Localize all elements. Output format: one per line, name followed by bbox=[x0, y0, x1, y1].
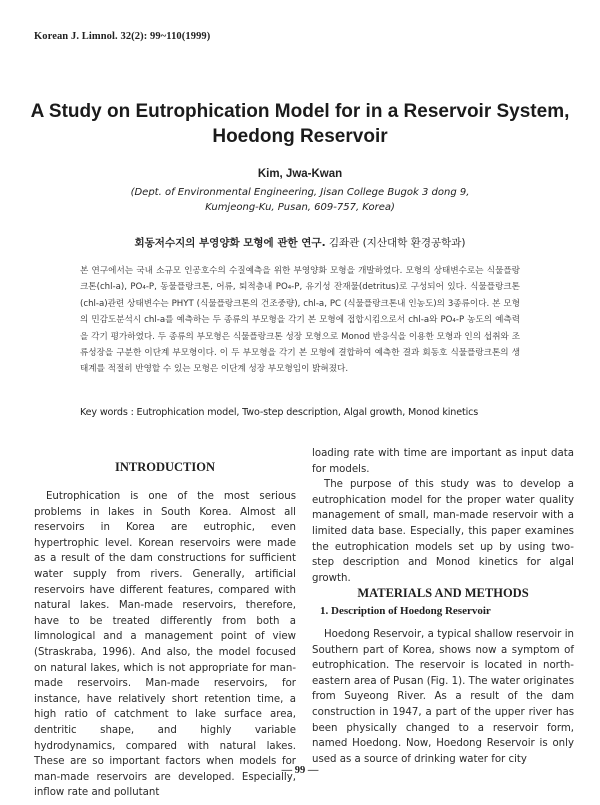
paper-title-line-1: A Study on Eutrophication Model for in a Reservoir System, bbox=[30, 101, 570, 122]
methods-column bbox=[312, 627, 574, 767]
introduction-paragraph-2: The purpose of this study was to develop a eutrophication model for the proper water quality management of small, man-made reservoir with a limited data base. Especially, this paper examines the eutrophication models set up by using two-step description and Monod kinetics for algal growth. bbox=[312, 479, 574, 584]
introduction-paragraph-1-continued: loading rate with time are important as input data for models. bbox=[312, 448, 574, 475]
right-column bbox=[312, 446, 574, 586]
introduction-paragraph-1: Eutrophication is one of the most serious problems in lakes in South Korea. Almost all reservoirs in Korea are eutrophic, even hypertrophic level. Korean reservoirs were made as a result of the dam constructions for sufficient water supply from rivers. Generally, artificial reservoirs have different features, compared with natural lakes. Man-made reservoirs, therefore, have to be treated differently from both a limnological and a management point of view (Straskraba, 1996). And also, the model focused on natural lakes, which is not appropriate for man-made reservoirs. Man-made reservoirs, for instance, have relatively short retention time, a high ratio of catchment to lake surface area, dentritic shape, and highly variable hydrodynamics, compared with natural lakes. These are so important factors when models for man-made reservoirs are developed. Especially, inflow rate and pollutant bbox=[34, 491, 296, 799]
methods-paragraph: Hoedong Reservoir, a typical shallow reservoir in Southern part of Korea, shows now a symptom of eutrophication. The reservoir is located in north-eastern area of Pusan (Fig. 1). The water originates from Suyeong River. As a result of the dam construction in 1947, a part of the upper river has been physically changed to a reservoir form, named Hoedong. Now, Hoedong Reservoir is only used as a source of drinking water for city bbox=[312, 629, 574, 765]
affiliation-line-1: (Dept. of Environmental Engineering, Jisan College Bugok 3 dong 9, bbox=[130, 187, 470, 198]
journal-header: Korean J. Limnol. 32(2): 99~110(1999) bbox=[34, 31, 211, 42]
page-number: — 99 — bbox=[281, 765, 319, 776]
methods-subheading: 1. Description of Hoedong Reservoir bbox=[320, 605, 491, 617]
affiliation-line-2: Kumjeong-Ku, Pusan, 609-757, Korea) bbox=[205, 202, 395, 213]
introduction-heading: INTRODUCTION bbox=[114, 460, 215, 474]
korean-title bbox=[0, 235, 600, 250]
author-name: Kim, Jwa-Kwan bbox=[257, 168, 343, 180]
left-column bbox=[34, 489, 296, 801]
paper-title-line-2: Hoedong Reservoir bbox=[212, 126, 388, 147]
korean-abstract: 본 연구에서는 국내 소규모 인공호수의 수질예측을 위한 부영양화 모형을 개발하였다. 모형의 상태변수로는 식물플랑크톤(chl-a), PO₄-P, 동물플랑크톤, 어류, 퇴적층내 PO₄-P, 유기성 잔재물(detritus)로 구성되어 있다. 식물플랑크톤(chl-a)관련 상태변수는 PHYT (식물플랑크톤의 건조중량), chl-a, PC (식물플랑크톤내 인농도)의 3종류이다. 본 모형의 민감도분석시 chl-a를 예측하는 두 종류의 부모형을 각기 본 모형에 접합시킴으로서 chl-a와 PO₄-P 농도의 예측력을 각기 평가하였다. 두 종류의 부모형은 식물플랑크톤 성장 모형으로 Monod 반응식을 이용한 모형과 인의 섭취와 조류성장을 구분한 이단계 부모형이다. 이 두 부모형을 각기 본 모형에 결합하여 예측한 결과 회동호 식물플랑크톤의 생태계를 적절히 반영할 수 있는 모형은 이단계 성장 부모형임이 밝혀졌다. bbox=[80, 266, 520, 375]
keywords: Key words : Eutrophication model, Two-step description, Algal growth, Monod kinetics bbox=[80, 407, 479, 418]
korean-title-author: 김좌관 (지산대학 환경공학과) bbox=[325, 237, 466, 249]
methods-heading: MATERIALS AND METHODS bbox=[357, 586, 529, 600]
korean-title-bold: 회동저수지의 부영양화 모형에 관한 연구. bbox=[134, 237, 326, 249]
